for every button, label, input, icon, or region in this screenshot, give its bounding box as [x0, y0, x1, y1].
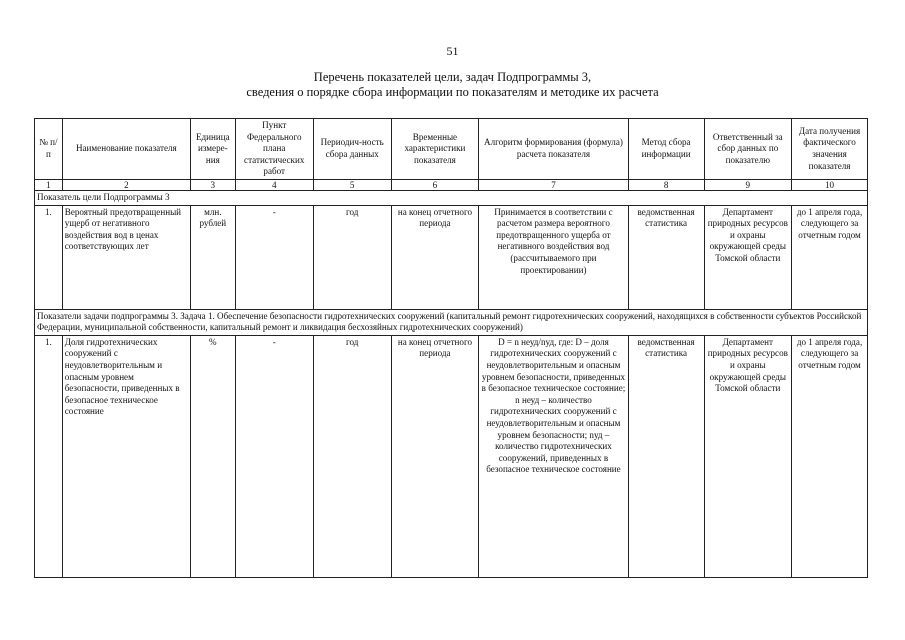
unit: млн. рублей	[190, 205, 235, 309]
header-date: Дата получения фактического значения показателя	[792, 119, 868, 180]
indicators-table	[34, 118, 868, 578]
row-num: 1.	[35, 205, 63, 309]
header-num: № п/п	[35, 119, 63, 180]
column-number: 10	[792, 179, 868, 190]
table-row	[35, 335, 868, 577]
title-line-2: сведения о порядке сбора информации по показателям и методике их расчета	[246, 85, 659, 99]
column-numbers-row	[35, 179, 868, 190]
responsible: Департамент природных ресурсов и охраны окружающей среды Томской области	[704, 335, 792, 577]
responsible: Департамент природных ресурсов и охраны окружающей среды Томской области	[704, 205, 792, 309]
column-number: 1	[35, 179, 63, 190]
time-characteristics: на конец отчетного периода	[391, 205, 479, 309]
document-title	[0, 70, 905, 100]
column-number: 3	[190, 179, 235, 190]
column-number: 4	[235, 179, 313, 190]
row-num: 1.	[35, 335, 63, 577]
date-received: до 1 апреля года, следующего за отчетным годом	[792, 335, 868, 577]
section-row-goal	[35, 190, 868, 205]
indicator-name: Доля гидротехнических сооружений с неудовлетворительным и опасным уровнем безопасности, приведенных в безопасное техническое состояние	[62, 335, 190, 577]
column-number: 7	[479, 179, 629, 190]
column-number: 6	[391, 179, 479, 190]
plan-item: -	[235, 335, 313, 577]
column-number: 8	[628, 179, 704, 190]
date-received: до 1 апреля года, следующего за отчетным годом	[792, 205, 868, 309]
title-line-1: Перечень показателей цели, задач Подпрограммы 3,	[313, 70, 592, 84]
header-name: Наименование показателя	[62, 119, 190, 180]
collection-method: ведомственная статистика	[628, 205, 704, 309]
column-number: 5	[313, 179, 391, 190]
plan-item: -	[235, 205, 313, 309]
indicator-name: Вероятный предотвращенный ущерб от негативного воздействия вод в ценах соответствующих лет	[62, 205, 190, 309]
header-periodicity: Периодич-ность сбора данных	[313, 119, 391, 180]
page-number: 51	[446, 44, 459, 58]
section-row-task	[35, 309, 868, 335]
collection-method: ведомственная статистика	[628, 335, 704, 577]
algorithm: Принимается в соответствии с расчетом размера вероятного предотвращенного ущерба от негативного воздействия вод (рассчитываемого при проектировании)	[479, 205, 629, 309]
header-unit: Единица измере-ния	[190, 119, 235, 180]
column-number: 2	[62, 179, 190, 190]
header-algorithm: Алгоритм формирования (формула) расчета показателя	[479, 119, 629, 180]
header-responsible: Ответственный за сбор данных по показателю	[704, 119, 792, 180]
table-row	[35, 205, 868, 309]
unit: %	[190, 335, 235, 577]
time-characteristics: на конец отчетного периода	[391, 335, 479, 577]
periodicity: год	[313, 205, 391, 309]
algorithm: D = n неуд/nуд, где: D – доля гидротехнических сооружений с неудовлетворительным и опасным уровнем безопасности, приведенных в безопасное техническое состояние; n неуд – количество гидротехнических сооружений с неудовлетворительным и опасным уровнем безопасности; nуд – количество гидротехнических сооружений, приведенных в безопасное техническое состояние	[479, 335, 629, 577]
header-row	[35, 119, 868, 180]
column-number: 9	[704, 179, 792, 190]
header-method: Метод сбора информации	[628, 119, 704, 180]
section-title: Показатели задачи подпрограммы 3. Задача 1. Обеспечение безопасности гидротехнических сооружений (капитальный ремонт гидротехнических сооружений, находящихся в собственности субъектов Российской Федерации, муниципальной собственности, капитальный ремонт и ликвидация бесхозяйных гидротехнических сооружений)	[35, 309, 868, 335]
header-plan-item: Пункт Федерального плана статистических работ	[235, 119, 313, 180]
periodicity: год	[313, 335, 391, 577]
header-time-char: Временные характеристики показателя	[391, 119, 479, 180]
section-title: Показатель цели Подпрограммы 3	[35, 190, 868, 205]
